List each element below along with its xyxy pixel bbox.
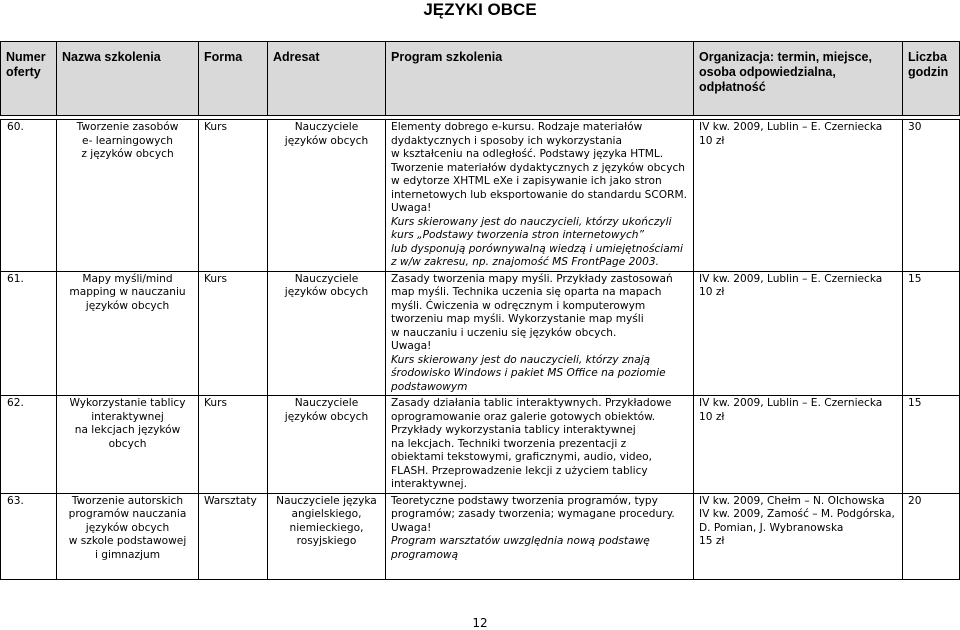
program-line: interaktywnej. [391,478,467,490]
header-hours: Liczba godzin [903,42,960,116]
table-row [1,396,960,494]
program-line: map myśli. Technika uczenia się oparta na mapach [391,286,662,298]
organization-info [694,493,903,579]
program-line: Teoretyczne podstawy tworzenia programów, typy [391,494,658,507]
program-line: internetowych lub eksportowanie do standardu SCORM. [391,188,687,201]
addressee-line: języków obcych [284,410,369,423]
program-description [386,493,694,579]
header-training-name: Nazwa szkolenia [57,42,199,116]
training-form: Warsztaty [199,493,268,579]
training-name-line: mapping w nauczaniu [69,286,186,298]
program-line: Tworzenie materiałów dydaktycznych z języków obcych [391,161,686,174]
addressee [268,396,386,494]
training-name-line: z języków obcych [81,148,174,160]
training-name-line: języków obcych [85,299,170,312]
training-form: Kurs [199,396,268,494]
addressee-line: rosyjskiego [296,535,357,547]
training-name-line: interaktywnej [91,410,164,423]
program-line: obiektami tekstowymi, graficznymi, audio, video, [391,451,652,463]
organization-info [694,271,903,396]
training-name-line: Mapy myśli/mind [82,272,173,285]
addressee-line: angielskiego, [291,508,362,520]
program-line: lub dysponują porównywalną wiedzą i umiejętnościami [391,242,683,255]
program-line: w kształceniu na odległość. Podstawy języka HTML. [391,148,664,160]
program-line: kurs „Podstawy tworzenia stron internetowych” [391,229,644,241]
program-line: dydaktycznych i sposoby ich wykorzystania [391,134,622,147]
organization-line: D. Pomian, J. Wybranowska [699,521,844,534]
table-row [1,493,960,579]
training-name-line: języków obcych [85,521,170,534]
addressee [268,493,386,579]
organization-line: IV kw. 2009, Lublin – E. Czerniecka [699,121,883,133]
offer-number: 60. [1,120,57,272]
organization-line: IV kw. 2009, Lublin – E. Czerniecka [699,272,883,285]
program-line: Uwaga! [391,340,432,352]
page-title: JĘZYKI OBCE [423,0,537,19]
training-name [57,396,199,494]
program-line: Kurs skierowany jest do nauczycieli, którzy znają [391,353,651,366]
header-program: Program szkolenia [386,42,694,116]
program-line: na lekcjach. Techniki tworzenia prezentacji z [391,437,627,450]
training-name-line: obcych [108,437,147,450]
training-name-line: Wykorzystanie tablicy [69,397,186,409]
addressee [268,271,386,396]
program-line: podstawowym [391,380,468,393]
addressee-line: niemieckiego, [289,521,364,534]
addressee-line: Nauczyciele [294,397,359,409]
organization-line: IV kw. 2009, Chełm – N. Olchowska [699,494,885,507]
addressee [268,120,386,272]
organization-line: IV kw. 2009, Lublin – E. Czerniecka [699,397,883,409]
training-name-line: na lekcjach języków [74,424,181,436]
program-line: Zasady działania tablic interaktywnych. Przykładowe [391,397,672,409]
training-table [0,41,960,580]
hours: 30 [903,120,960,272]
hours: 15 [903,271,960,396]
hours: 20 [903,493,960,579]
organization-line: 10 zł [699,410,725,423]
training-name-line: i gimnazjum [94,548,161,561]
page-number: 12 [472,616,488,630]
training-name-line: w szkole podstawowej [68,535,187,547]
offer-number: 62. [1,396,57,494]
hours: 15 [903,396,960,494]
offer-number: 61. [1,271,57,396]
program-description [386,271,694,396]
program-description [386,120,694,272]
header-addressee: Adresat [268,42,386,116]
program-line: środowisko Windows i pakiet MS Office na poziomie [391,367,666,379]
program-line: Przykłady wykorzystania tablicy interaktywnej [391,424,636,436]
addressee-line: języków obcych [284,286,369,298]
organization-line: 10 zł [699,134,725,147]
addressee-line: języków obcych [284,134,369,147]
training-name [57,271,199,396]
addressee-line: Nauczyciele języka [276,494,377,507]
training-name [57,120,199,272]
program-line: Uwaga! [391,202,432,214]
program-line: programów; zasady tworzenia; wymagane procedury. [391,508,675,520]
program-line: programową [391,548,459,561]
program-line: z w/w zakresu, np. znajomość MS FrontPage 2003. [391,256,659,268]
table-row [1,120,960,272]
program-line: oprogramowanie oraz galerie gotowych obiektów. [391,410,656,423]
header-offer-number: Numer oferty [1,42,57,116]
table-row [1,271,960,396]
training-name-line: programów nauczania [68,508,187,520]
offer-number: 63. [1,493,57,579]
program-line: FLASH. Przeprowadzenie lekcji z użyciem tablicy [391,464,648,477]
program-line: tworzeniu map myśli. Wykorzystanie map myśli [391,313,644,325]
program-line: myśli. Ćwiczenia w odręcznym i komputerowym [391,299,646,312]
program-line: Uwaga! [391,521,432,534]
organization-line: 15 zł [699,535,725,547]
training-name-line: Tworzenie autorskich [71,494,184,507]
training-form: Kurs [199,271,268,396]
header-organization: Organizacja: termin, miejsce, osoba odpowiedzialna, odpłatność [694,42,903,116]
training-name-line: Tworzenie zasobów [76,121,179,133]
organization-info [694,120,903,272]
program-line: w nauczaniu i uczeniu się języków obcych. [391,326,617,339]
organization-line: 10 zł [699,286,725,298]
program-description [386,396,694,494]
organization-info [694,396,903,494]
table-header [1,42,960,120]
program-line: Program warsztatów uwzględnia nową podstawę [391,535,650,547]
training-name-line: e- learningowych [82,134,173,147]
addressee-line: Nauczyciele [294,121,359,133]
program-line: Zasady tworzenia mapy myśli. Przykłady zastosowań [391,272,673,285]
program-line: Elementy dobrego e-kursu. Rodzaje materiałów [391,121,643,133]
addressee-line: Nauczyciele [294,272,359,285]
program-line: Kurs skierowany jest do nauczycieli, którzy ukończyli [391,215,672,228]
program-line: w edytorze XHTML eXe i zapisywanie ich jako stron [391,175,662,187]
training-name [57,493,199,579]
header-form: Forma [199,42,268,116]
organization-line: IV kw. 2009, Zamość – M. Podgórska, [699,508,895,520]
training-form: Kurs [199,120,268,272]
